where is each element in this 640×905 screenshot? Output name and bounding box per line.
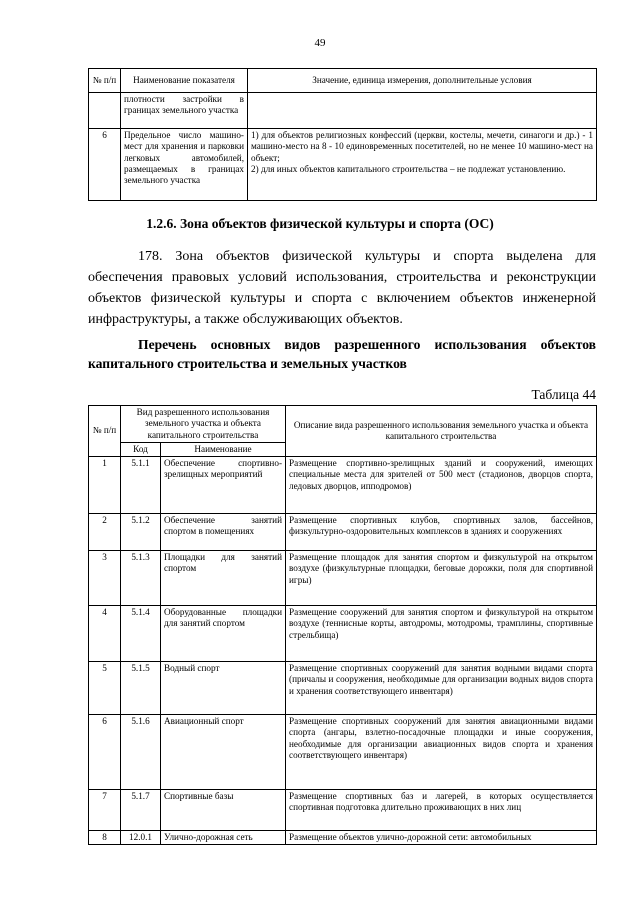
use-description: Размещение сооружений для занятия спортом и физкультурой на открытом воздухе (теннисные корты, автодромы, мотодромы, трамплины, спортивные стрельбища) — [286, 606, 597, 662]
use-code: 5.1.5 — [121, 662, 161, 715]
use-code: 5.1.3 — [121, 551, 161, 606]
row-number: 6 — [89, 129, 121, 201]
table-row — [89, 514, 597, 551]
header-use-type: Вид разрешенного использования земельного участка и объекта капитального строительства — [121, 406, 286, 443]
indicator-name: Предельное число машино-мест для хранения и парковки легковых автомобилей, размещаемых в границах земельного участка — [121, 129, 248, 201]
header-code: Код — [121, 442, 161, 456]
header-indicator-name: Наименование показателя — [121, 69, 248, 93]
use-description: Размещение спортивных клубов, спортивных залов, бассейнов, физкультурно-оздоровительных комплексов в зданиях и сооружениях — [286, 514, 597, 551]
row-number: 1 — [89, 457, 121, 514]
header-name: Наименование — [161, 442, 286, 456]
use-name: Обеспечение занятий спортом в помещениях — [161, 514, 286, 551]
use-name: Авиационный спорт — [161, 715, 286, 790]
indicator-value — [248, 129, 597, 201]
use-description: Размещение объектов улично-дорожной сети: автомобильных — [286, 831, 597, 845]
row-number: 2 — [89, 514, 121, 551]
row-number: 4 — [89, 606, 121, 662]
table-header-row — [89, 406, 597, 443]
table-row — [89, 831, 597, 845]
row-number: 5 — [89, 662, 121, 715]
header-num: № п/п — [89, 406, 121, 457]
row-number: 6 — [89, 715, 121, 790]
section-heading: 1.2.6. Зона объектов физической культуры и спорта (ОС) — [146, 216, 494, 231]
header-description: Описание вида разрешенного использования земельного участка и объекта капитального строительства — [286, 406, 597, 457]
row-number: 7 — [89, 790, 121, 831]
value-line: 1) для объектов религиозных конфессий (церкви, костелы, мечети, синагоги и др.) - 1 машино-место на 8 - 10 единовременных посетителей, но не менее 10 машино-мест на объект; — [251, 130, 593, 163]
row-number: 3 — [89, 551, 121, 606]
use-description: Размещение спортивных сооружений для занятия водными видами спорта (причалы и сооружения, необходимые для организации водных видов спорта и хранения соответствующего инвентаря) — [286, 662, 597, 715]
table-row — [89, 662, 597, 715]
use-code: 5.1.1 — [121, 457, 161, 514]
page-number: 49 — [314, 37, 326, 49]
use-name: Оборудованные площадки для занятий спортом — [161, 606, 286, 662]
use-code: 5.1.6 — [121, 715, 161, 790]
header-value: Значение, единица измерения, дополнительные условия — [248, 69, 597, 93]
list-heading: Перечень основных видов разрешенного использования объектов капитального строительства и земельных участков — [88, 337, 596, 371]
use-description: Размещение спортивных сооружений для занятия авиационными видами спорта (ангары, взлетно-посадочные площадки и иные сооружения, необходимые для организации авиационных видов спорта и хранения соответствующего инвентаря) — [286, 715, 597, 790]
continuation-cell: плотности застройки в границах земельного участка — [121, 93, 248, 129]
use-description: Размещение площадок для занятия спортом и физкультурой на открытом воздухе (физкультурные площадки, беговые дорожки, поля для спортивной игры) — [286, 551, 597, 606]
use-code: 5.1.7 — [121, 790, 161, 831]
value-line: 2) для иных объектов капитального строительства – не подлежат установлению. — [251, 163, 566, 174]
body-paragraph: 178. Зона объектов физической культуры и спорта выделена для обеспечения правовых условий использования, строительства и реконструкции объектов физической культуры и спорта с включением объектов инженерной инфраструктуры, а также обслуживающих объектов. — [88, 249, 596, 327]
table-row — [89, 457, 597, 514]
table-row — [89, 790, 597, 831]
use-code: 5.1.2 — [121, 514, 161, 551]
table-label: Таблица 44 — [531, 387, 596, 402]
use-description: Размещение спортивно-зрелищных зданий и сооружений, имеющих специальные места для зрителей от 500 мест (стадионов, дворцов спорта, ледовых дворцов, ипподромов) — [286, 457, 597, 514]
use-name: Улично-дорожная сеть — [161, 831, 286, 845]
table-row — [89, 715, 597, 790]
use-description: Размещение спортивных баз и лагерей, в которых осуществляется спортивная подготовка длительно проживающих в них лиц — [286, 790, 597, 831]
use-name: Площадки для занятий спортом — [161, 551, 286, 606]
use-code: 5.1.4 — [121, 606, 161, 662]
table-header-row — [89, 69, 597, 93]
table-row — [89, 551, 597, 606]
use-name: Обеспечение спортивно-зрелищных мероприятий — [161, 457, 286, 514]
header-num: № п/п — [89, 69, 121, 93]
table-row — [89, 606, 597, 662]
use-name: Водный спорт — [161, 662, 286, 715]
permitted-uses-table — [88, 405, 597, 845]
row-number: 8 — [89, 831, 121, 845]
use-code: 12.0.1 — [121, 831, 161, 845]
table-row — [89, 129, 597, 201]
use-name: Спортивные базы — [161, 790, 286, 831]
table-row — [89, 93, 597, 129]
indicators-table-continued — [88, 68, 597, 201]
